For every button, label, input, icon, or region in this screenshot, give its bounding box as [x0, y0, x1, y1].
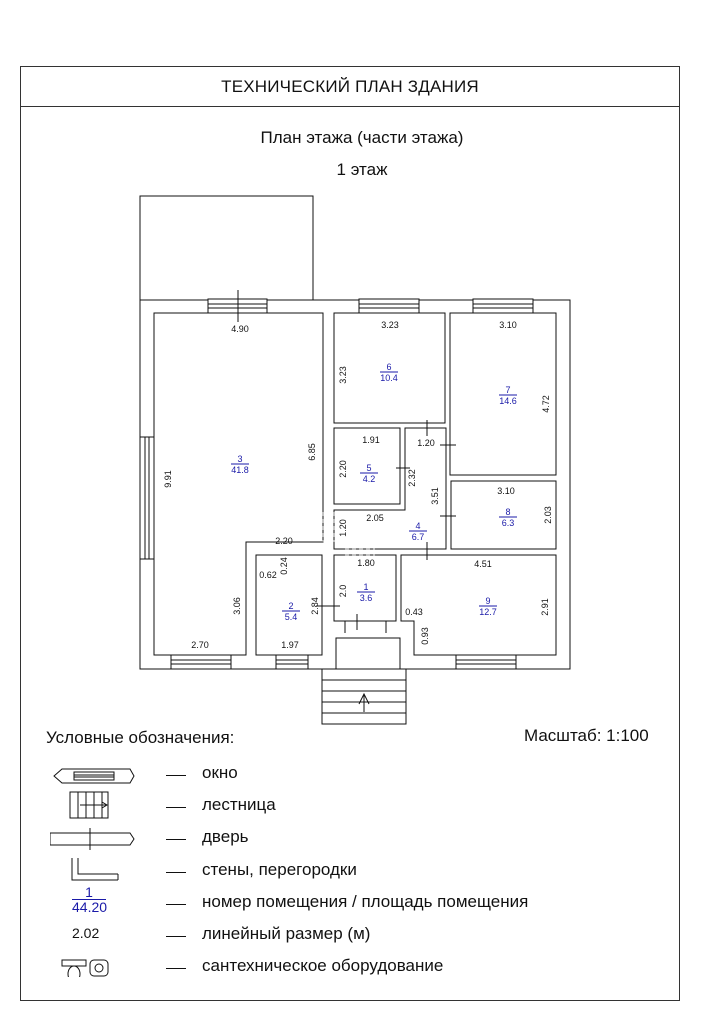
legend-title: Условные обозначения: [46, 728, 235, 747]
room-area: 10.4 [380, 373, 398, 383]
room-number: 5 [366, 463, 372, 473]
floor-label: 1 этаж [336, 160, 388, 179]
room-area: 6.7 [411, 532, 425, 542]
wall-icon [72, 858, 118, 880]
legend-item-window: окно [202, 763, 238, 782]
dimension-label: 2.84 [310, 597, 320, 615]
room-area: 3.6 [359, 593, 373, 603]
dimension-label: 6.85 [307, 443, 317, 461]
terrace-outline [140, 196, 313, 300]
room-7-outline [450, 313, 556, 475]
outer-wall [140, 300, 570, 669]
room-area: 5.4 [284, 612, 298, 622]
legend-dash [166, 839, 186, 840]
room-area: 12.7 [479, 607, 497, 617]
document-title: ТЕХНИЧЕСКИЙ ПЛАН ЗДАНИЯ [21, 67, 679, 107]
door-icon [50, 828, 134, 850]
dimension-label: 2.32 [407, 469, 417, 487]
dimension-label: 1.80 [357, 558, 375, 568]
dimension-label: 4.90 [231, 324, 249, 334]
dimension-label: 4.72 [541, 395, 551, 413]
dimension-label: 3.10 [497, 486, 515, 496]
room-area: 14.6 [499, 396, 517, 406]
dimension-label: 2.91 [540, 598, 550, 616]
window-icon [54, 769, 134, 783]
dimension-label: 3.23 [338, 366, 348, 384]
legend-icons [50, 762, 140, 977]
window-room-2 [276, 655, 308, 669]
plan-subtitle: План этажа (части этажа) [260, 128, 464, 147]
scale-label: Масштаб: 1:100 [524, 726, 649, 745]
legend-dash [166, 872, 186, 873]
window-room-7 [473, 299, 533, 313]
dimension-label: 2.20 [338, 460, 348, 478]
dimension-label: 2.05 [366, 513, 384, 523]
legend-item-door: дверь [202, 827, 249, 846]
room-number: 1 [363, 582, 369, 592]
legend-dash [166, 807, 186, 808]
plumbing-icon [62, 960, 108, 977]
dimension-label: 3.51 [430, 487, 440, 505]
room-number: 8 [505, 507, 511, 517]
legend-item-room-number: номер помещения / площадь помещения [202, 892, 529, 911]
stairs-icon [70, 792, 108, 818]
dimension-label: 2.70 [191, 640, 209, 650]
dimension-label: 1.97 [281, 640, 299, 650]
legend-dash [166, 968, 186, 969]
room-area: 6.3 [501, 518, 515, 528]
sample-room-area: 44.20 [72, 899, 108, 915]
dimension-label: 3.23 [381, 320, 399, 330]
room-number: 3 [237, 454, 243, 464]
dimension-label: 0.93 [420, 627, 430, 645]
room-number: 7 [505, 385, 511, 395]
porch-outline [336, 638, 400, 669]
window-room-3-bottom [171, 655, 231, 669]
dimension-label: 9.91 [163, 470, 173, 488]
window-room-3-left [140, 437, 154, 559]
dimension-label: 1.91 [362, 435, 380, 445]
legend-item-dimension: линейный размер (м) [202, 924, 371, 943]
legend-item-plumbing: сантехническое оборудование [202, 956, 444, 975]
dimension-label: 1.20 [338, 519, 348, 537]
dimension-label: 0.62 [259, 570, 277, 580]
dimension-label: 3.06 [232, 597, 242, 615]
sample-room-number: 1 [85, 884, 93, 900]
legend-dash [166, 936, 186, 937]
dimension-label: 4.51 [474, 559, 492, 569]
legend-dash [166, 904, 186, 905]
dimension-label: 2.20 [275, 536, 293, 546]
room-number: 6 [386, 362, 392, 372]
window-room-6 [359, 299, 419, 313]
dimension-label: 0.43 [405, 607, 423, 617]
dimension-label: 0.24 [279, 557, 289, 575]
dimension-label: 3.10 [499, 320, 517, 330]
legend-item-wall: стены, перегородки [202, 860, 357, 879]
legend-item-stairs: лестница [202, 795, 276, 814]
room-number: 9 [485, 596, 491, 606]
room-number: 2 [288, 601, 294, 611]
dimension-icon: 2.02 [72, 925, 100, 941]
room-number-icon [72, 885, 106, 914]
legend-dash [166, 775, 186, 776]
room-area: 41.8 [231, 465, 249, 475]
dimension-label: 1.20 [417, 438, 435, 448]
window-room-9 [456, 655, 516, 669]
room-number: 4 [415, 521, 421, 531]
dimension-label: 2.03 [543, 506, 553, 524]
dimension-label: 2.0 [338, 584, 348, 598]
room-area: 4.2 [362, 474, 376, 484]
